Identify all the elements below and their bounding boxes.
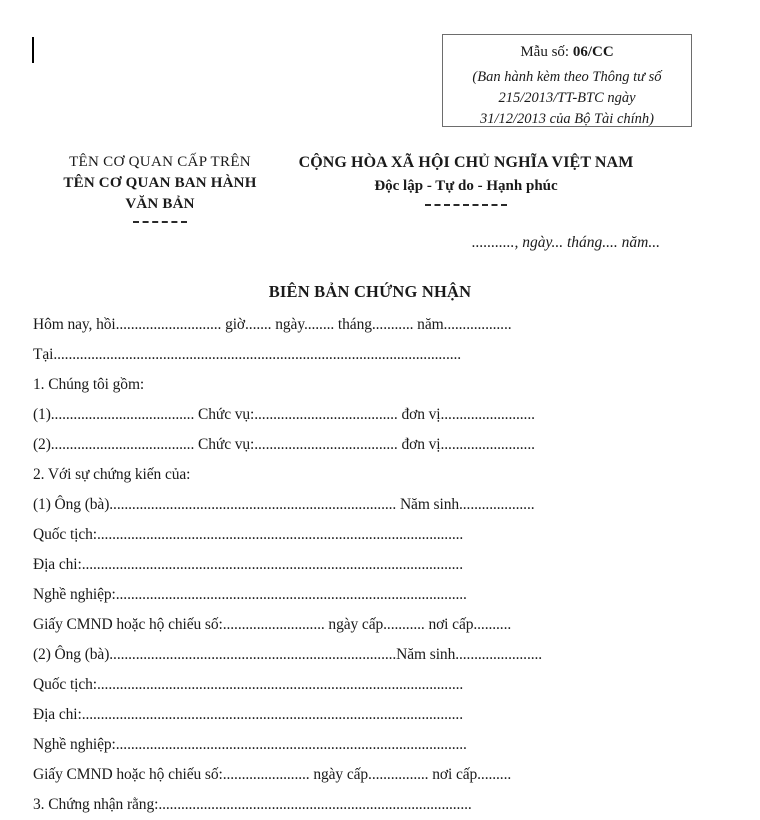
body-line: 2. Với sự chứng kiến của: (33, 466, 191, 483)
form-reference-line-1: (Ban hành kèm theo Thông tư số (472, 69, 662, 85)
issuing-agency-header (18, 152, 302, 223)
issuing-agency-divider (133, 221, 187, 223)
body-line: Quốc tịch:................................................................................................. (33, 676, 464, 693)
national-title: CỘNG HÒA XÃ HỘI CHỦ NGHĨA VIỆT NAM (298, 154, 634, 171)
document-title: BIÊN BẢN CHỨNG NHẬN (268, 282, 472, 301)
body-line: 3. Chứng nhận rằng:................................................................................... (33, 796, 472, 813)
body-line: (2) Ông (bà)............................................................................Năm sinh....................... (33, 646, 543, 663)
form-reference-line-2: 215/2013/TT-BTC ngày (498, 90, 636, 106)
form-reference-line-3: 31/12/2013 của Bộ Tài chính) (480, 111, 654, 127)
body-line: (1)...................................... Chức vụ:...................................... đơn vị......................... (33, 406, 535, 423)
text-caret (32, 37, 34, 63)
issuing-agency-name-line-2: VĂN BẢN (125, 196, 195, 212)
body-line: (1) Ông (bà)............................................................................ Năm sinh.................... (33, 496, 535, 513)
form-number-value: 06/CC (572, 44, 614, 60)
form-number-label: Mẫu số: (520, 44, 570, 60)
national-motto: Độc lập - Tự do - Hạnh phúc (374, 178, 558, 194)
form-number-line (443, 41, 691, 63)
body-line: Nghề nghiệp:............................................................................................. (33, 736, 467, 753)
superior-agency-name: TÊN CƠ QUAN CẤP TRÊN (69, 154, 251, 170)
body-line: Giấy CMND hoặc hộ chiếu số:....................... ngày cấp................ nơi cấp......... (33, 766, 512, 783)
body-line: 1. Chúng tôi gồm: (33, 376, 145, 393)
body-line: Tại............................................................................................................ (33, 346, 462, 363)
body-line: Địa chi:..................................................................................................... (33, 556, 463, 573)
form-reference (443, 67, 691, 130)
body-line: (2)...................................... Chức vụ:...................................... đơn vị......................... (33, 436, 535, 453)
date-place-line: ..........., ngày... tháng.... năm... (471, 234, 660, 251)
body-line: Nghề nghiệp:............................................................................................. (33, 586, 467, 603)
body-line: Hôm nay, hồi............................ giờ....... ngày........ tháng........... năm.................. (33, 316, 512, 333)
national-header-divider (425, 204, 507, 206)
body-line: Địa chi:..................................................................................................... (33, 706, 463, 723)
body-line: Giấy CMND hoặc hộ chiếu số:........................... ngày cấp........... nơi cấp.......... (33, 616, 512, 633)
issuing-agency-name-line-1: TÊN CƠ QUAN BAN HÀNH (63, 175, 257, 191)
national-header (288, 152, 644, 206)
body-line: Quốc tịch:................................................................................................. (33, 526, 464, 543)
form-number-box (442, 34, 692, 127)
document-body (33, 310, 589, 820)
